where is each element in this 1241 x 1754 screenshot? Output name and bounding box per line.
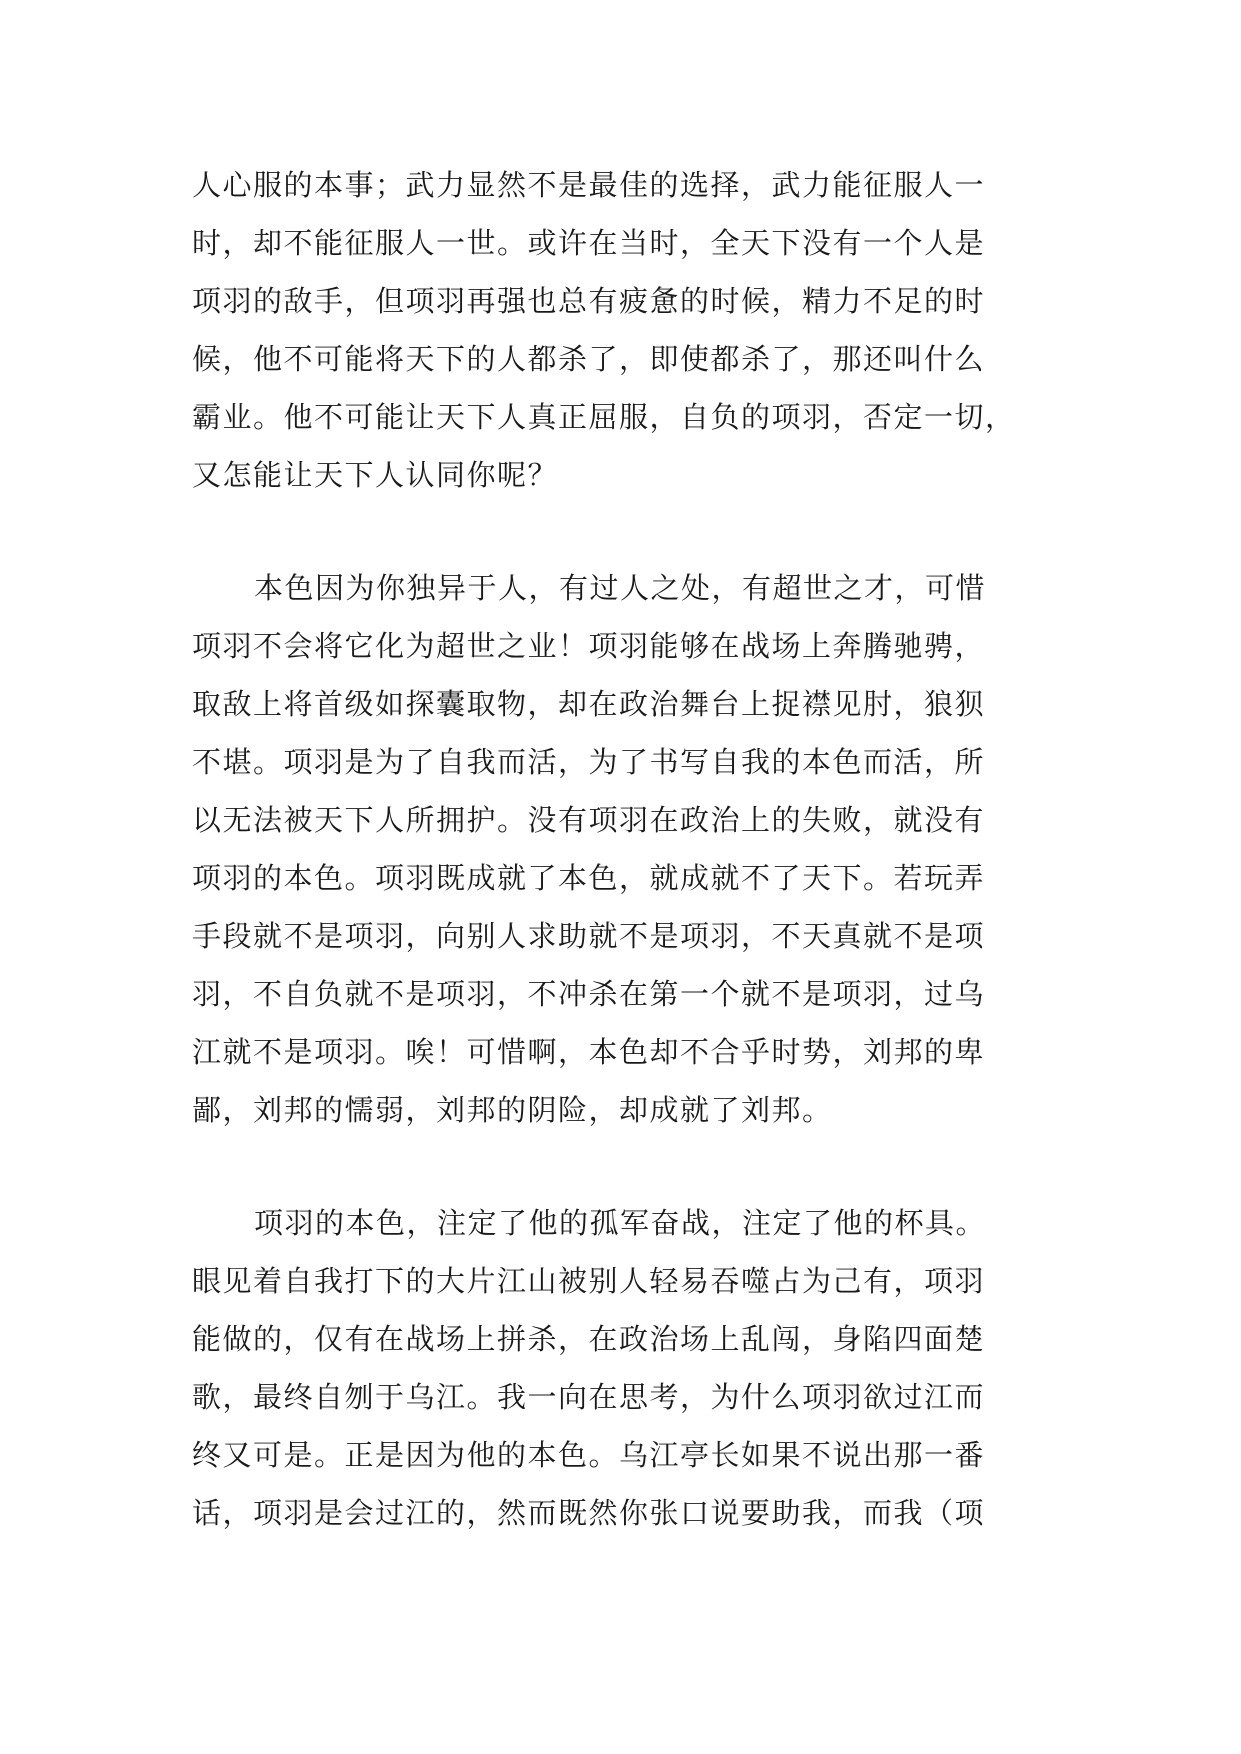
text-line: 本色因为你独异于人，有过人之处，有超世之才，可惜 — [254, 571, 987, 605]
text-line: 以无法被天下人所拥护。没有项羽在政治上的失败，就没有 — [192, 803, 986, 837]
text-line: 手段就不是项羽，向别人求助就不是项羽，不天真就不是项 — [192, 919, 986, 953]
paragraph-2 — [192, 559, 1054, 1139]
text-line: 鄙，刘邦的懦弱，刘邦的阴险，却成就了刘邦。 — [192, 1093, 833, 1127]
text-line: 人心服的本事；武力显然不是最佳的选择，武力能征服人一 — [192, 168, 986, 202]
text-line: 羽，不自负就不是项羽，不冲杀在第一个就不是项羽，过乌 — [192, 977, 986, 1011]
text-line: 项羽的本色，注定了他的孤军奋战，注定了他的杯具。 — [254, 1206, 987, 1240]
text-line: 取敌上将首级如探囊取物，却在政治舞台上捉襟见肘，狼狈 — [192, 687, 986, 721]
text-line: 不堪。项羽是为了自我而活，为了书写自我的本色而活，所 — [192, 745, 986, 779]
paragraph-1 — [192, 156, 1054, 504]
text-line: 项羽的本色。项羽既成就了本色，就成就不了天下。若玩弄 — [192, 861, 986, 895]
text-line: 能做的，仅有在战场上拼杀，在政治场上乱闯，身陷四面楚 — [192, 1322, 986, 1356]
paragraph-3 — [192, 1194, 1054, 1542]
text-line: 又怎能让天下人认同你呢？ — [192, 458, 559, 492]
text-line: 歌，最终自刎于乌江。我一向在思考，为什么项羽欲过江而 — [192, 1380, 986, 1414]
text-line: 项羽不会将它化为超世之业！项羽能够在战场上奔腾驰骋， — [192, 629, 986, 663]
text-line: 眼见着自我打下的大片江山被别人轻易吞噬占为己有，项羽 — [192, 1264, 986, 1298]
text-line: 候，他不可能将天下的人都杀了，即使都杀了，那还叫什么 — [192, 342, 986, 376]
text-line: 时，却不能征服人一世。或许在当时，全天下没有一个人是 — [192, 226, 986, 260]
text-line: 话，项羽是会过江的，然而既然你张口说要助我，而我（项 — [192, 1496, 986, 1530]
text-line: 霸业。他不可能让天下人真正屈服，自负的项羽，否定一切， — [192, 400, 1016, 434]
text-line: 终又可是。正是因为他的本色。乌江亭长如果不说出那一番 — [192, 1438, 986, 1472]
text-line: 江就不是项羽。唉！可惜啊，本色却不合乎时势，刘邦的卑 — [192, 1035, 986, 1069]
text-line: 项羽的敌手，但项羽再强也总有疲惫的时候，精力不足的时 — [192, 284, 986, 318]
